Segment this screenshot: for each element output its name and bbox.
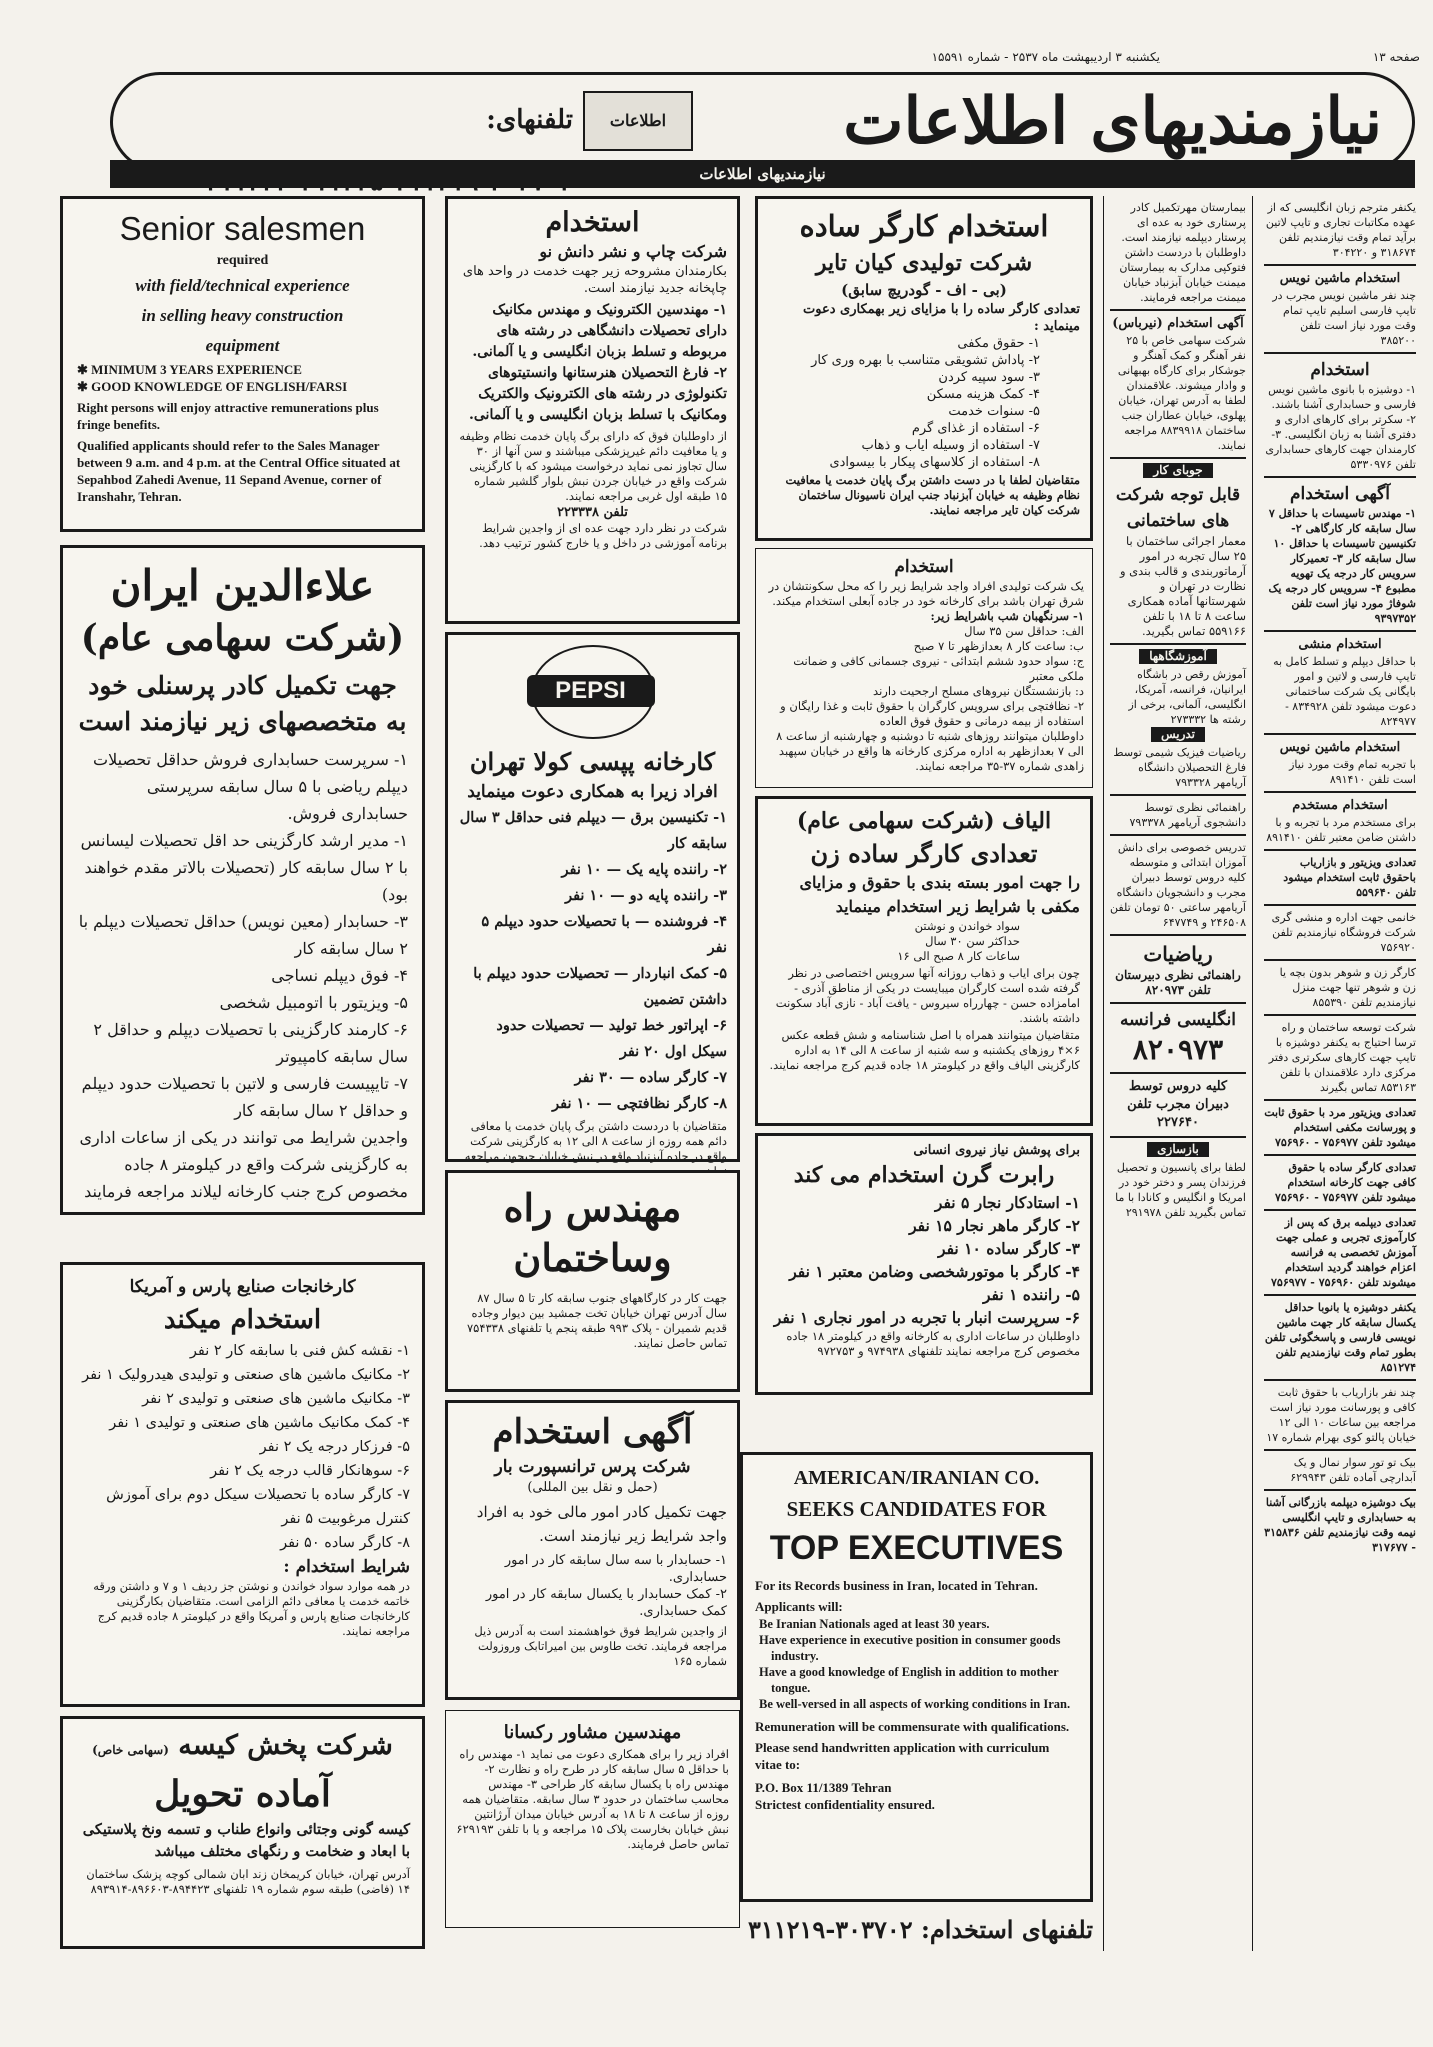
senior-required: required [216,253,269,268]
bag-title: شرکت پخش کیسه [178,1730,393,1761]
pars-item: ۵- فرزکار درجه یک ۲ نفر [259,1439,410,1455]
right-ad-8: تعدادی ویزیتور و بازاریاب باحقوق ثابت استخدام میشود تلفن ۵۵۹۶۴۰ [1283,856,1416,899]
factory-item5: د: بازنشستگان نیروهای مسلح ارجحیت دارند [873,684,1084,698]
keyan-intro: تعدادی کارگر ساده را با مزایای زیر بهمکاری دعوت مینماید : [803,302,1080,334]
pepsi-item: ۸- کارگر نظافتچی — ۱۰ نفر [552,1095,727,1112]
roxana-body: افراد زیر را برای همکاری دعوت می نماید ۱- مهندس راه با حداقل ۵ سال سابقه کار در طرح راه و نظارت ۲- مهندس راه با یکسال سابقه کار طراحی ۳- مهندس محاسب ساختمان در حدود ۳ سال سابقه. متقاضیان همه روزه از ساعت ۸ تا ۱۸ به آدرس خیابان میدان آرژانتین نبش خیابان بخارست پلاک ۱۵ مراجعه و یا با تلفن ۶۲۹۱۹۳ تماس حاصل فرمایند. [456,1747,729,1851]
robert-item: ۴- کارگر با موتورشخصی وضامن معتبر ۱ نفر [789,1262,1080,1281]
footer-phones: تلفنهای استخدام: ۳۰۳۷۰۲-۳۱۱۲۱۹ [747,1915,1093,1944]
pars-transport-ad [445,1400,740,1700]
senior-bullet1: ✱ MINIMUM 3 YEARS EXPERIENCE [77,362,302,377]
masthead-phones: تلفنهای: [486,105,573,135]
factory-body: یک شرکت تولیدی افراد واجد شرایط زیر را که محل سکونتشان در شرق تهران باشد برای کارخانه خود در جاده آبعلی استخدام میکند. [768,579,1084,608]
pepsi-item: ۶- اپراتور خط تولید — تحصیلات حدود سیکل اول ۲۰ نفر [496,1017,727,1060]
aladdin-footer: واجدین شرایط می توانند در یکی از ساعات اداری به کارگزینی شرکت واقع در کیلومتر ۸ جاده مخصوص کرج جنب کارخانه لیلاند مراجعه فرمایند [79,1128,408,1201]
aladdin-item: ۶- کارمند کارگزینی با تحصیلات دیپلم و حداقل ۲ سال سابقه کامپیوتر [93,1020,408,1066]
pepsi-item: ۲- راننده پایه یک — ۱۰ نفر [561,861,727,878]
american-para5: P.O. Box 11/1389 Tehran [755,1780,892,1795]
keyan-item: ۵- سنوات خدمت [948,404,1040,419]
aladdin-item: ۷- تایپیست فارسی و لاتین با تحصیلات حدود دیپلم و حداقل ۲ سال سابقه کار [81,1074,408,1120]
alyaf-title: الیاف (شرکت سهامی عام) [796,808,1052,834]
pepsi-title: کارخانه پپسی کولا تهران [469,747,716,776]
american-iranian-ad [740,1452,1093,1902]
mid-ad-5: ریاضیات فیزیک شیمی توسط فارغ التحصیلان دانشگاه آریامهر ۷۹۳۳۲۸ [1113,746,1246,789]
pars-item: ۶- سوهانکار قالب درجه یک ۲ نفر [210,1463,410,1479]
right-ad-9: خانمی جهت اداره و منشی گری شرکت فروشگاه نیازمندیم تلفن ۷۵۶۹۲۰ [1271,911,1416,954]
right-ad-4-title: آگهی استخدام [1290,484,1390,504]
pepsi-item: ۵- کمک انباردار — تحصیلات حدود دیپلم با داشتن تضمین [473,965,727,1008]
keyan-item: ۴- کمک هزینه مسکن [926,387,1040,402]
factory-item1: ۱- سرنگهبان شب باشرایط زیر: [930,609,1084,623]
american-para1: For its Records business in Iran, located in Tehran. [755,1578,1038,1593]
american-bullet1: Be Iranian Nationals aged at least 30 years. [759,1617,990,1631]
right-ad-11: شرکت توسعه ساختمان و راه ترسا احتیاج به یکنفر دوشیزه با تایپ جهت کارهای سکرتری دفتر مرکزی دارد علاقمندان با تلفن ۸۵۳۱۶۳ تماس بگیرند [1268,1021,1416,1094]
aladdin-heading2: به متخصصهای زیر نیازمند است [78,707,407,736]
trans-company: شرکت پرس ترانسپورت بار [494,1457,691,1477]
alyaf-item2: حداکثر سن ۳۰ سال [925,934,1020,948]
american-line1: AMERICAN/IRANIAN CO. [793,1467,1040,1489]
issue-date: یکشنبه ۳ اردیبهشت ماه ۲۵۳۷ - شماره ۱۵۵۹۱ [931,50,1160,64]
mid-ad-8-title: ریاضیات [1143,942,1213,966]
chap-body: از داوطلبان فوق که دارای برگ پایان خدمت نظام وظیفه و یا معافیت دائم غیرپزشکی میباشند و سن آنها از ۳۰ سال تجاوز نمی نماید درخواست میشود که با کارگزینی شرکت واقع در خیابان جردن نبش بلوار گلشیر شماره ۱۵ طبقه اول غربی مراجعه نمایند. [459,429,727,503]
right-ad-6-title: استخدام ماشین نویس [1279,740,1401,755]
factory-guard-ad [755,548,1093,788]
pepsi-logo [531,645,655,739]
pepsi-footer: متقاضیان با دردست داشتن برگ پایان خدمت یا معافی دائم همه روزه از ساعت ۸ الی ۱۲ به کارگزینی شرکت واقع در جاده آبزنباد واقع در نبش خیابان جیحون مراجعه [464,1119,727,1163]
page-number: صفحه ۱۳ [1372,50,1420,64]
pars-america-ad [60,1262,425,1707]
chap-company: شرکت چاپ و نشر دانش نو [539,242,727,261]
jobs-section-tag: جوبای کار [1143,463,1212,478]
pepsi-item: ۱- تکنیسین برق — دیپلم فنی حداقل ۳ سال سابقه کار [459,809,727,852]
keyan-item: ۲- پاداش تشویقی متناسب با بهره وری کار [811,353,1040,368]
keyan-item: ۳- سود سپیه کردن [938,370,1040,385]
keyan-subtitle: (بی - اف - گودریچ سابق) [841,281,1007,299]
mid-ad-2-title: آگهی استخدام (نیرباس) [1112,316,1244,331]
mid-ad-8-body: راهنمائی نظری دبیرستان تلفن ۸۲۰۹۷۳ [1115,968,1241,997]
right-ad-7-title: استخدام مستخدم [1292,798,1388,813]
road-body: جهت کار در کارگاههای جنوب سابقه کار تا ۵ سال ۸۷ سال آدرس تهران خیابان تخت جمشید بین دیوار وجاده قدیم شمیران - پلاک ۹۹۳ طبقه پنجم یا تلفنهای ۷۵۴۳۳۸ تماس حاصل نمایند. [466,1291,727,1350]
right-ad-14: تعدادی دیپلمه برق که پس از کارآموزی تجربی و عملی جهت آموزش تخصصی به فرانسه اعزام خواهند گردید استخدام میشوند تلفن ۷۵۶۹۶۰ - ۷۵۶۹۷۷ [1271,1216,1416,1289]
right-ad-3-body: ۱- دوشیزه با بانوی ماشین نویس فارسی و حسابداری آشنا باشند. ۲- سکرتر برای کارهای اداری و دفتری آشنا به زبان انگلیسی. ۳- کارمندان جهت کارهای حسابداری تلفن ۵۳۳۰۹۷۶ [1265,383,1416,471]
right-ad-10: کارگر زن و شوهر بدون بچه یا زن و شوهر تنها جهت منزل نیازمندیم تلفن ۸۵۵۳۹۰ [1279,966,1416,1009]
pepsi-item: ۴- فروشنده — با تحصیلات حدود دیپلم ۵ نفر [481,913,727,956]
robert-pre: برای پوشش نیاز نیروی انسانی [913,1143,1080,1158]
right-ad-6-body: با تجربه تمام وقت مورد نیاز است تلفن ۸۹۱۴۱۰ [1289,758,1416,786]
road-engineer-ad [445,1170,740,1392]
aladdin-item: ۳- حسابدار (معین نویس) حداقل تحصیلات دیپلم با ۲ سال سابقه کار [78,912,408,958]
american-bullet2: Have experience in executive position in consumer goods industry. [759,1633,1061,1663]
reconstruction-section-tag: بازسازی [1147,1142,1209,1157]
senior-salesmen-ad [60,196,425,532]
bag-company-ad [60,1716,425,1949]
aladdin-ad [60,545,425,1215]
pars-item: ۷- کارگر ساده با تحصیلات سیکل دوم برای آموزش کنترل مرغوبیت ۵ نفر [106,1487,410,1527]
right-ad-4-body: ۱- مهندس تاسیسات با حداقل ۷ سال سابقه کار کارگاهی ۲- تکنیسین تاسیسات با حداقل ۱۰ سال سابقه کار ۳- تعمیرکار سرویس کار درجه یک تهویه مطبوع ۴- سرویس کار درجه یک شوفاژ مورد نیاز است تلفن ۹۳۹۷۳۵۲ [1268,507,1416,625]
bag-heading: آماده تحویل [154,1773,331,1815]
mid-ad-1: بیمارستان مهرتکمیل کادر پرستاری خود به عده ای پرستار دیپلمه نیازمند است. داوطلبان با دردست داشتن فتوکپی مدارک به بیمارستان میمنت خیابان آبزنباد خیابان میمنت مراجعه فرمایند. [1119,201,1246,304]
alyaf-heading2: را جهت امور بسته بندی با حقوق و مزایای مکفی با شرایط زیر استخدام مینماید [799,873,1080,916]
right-ad-17: بیک تو تور سوار نمال و یک آبدارچی آماده تلفن ۶۲۹۹۴۳ [1290,1456,1416,1484]
keyan-item: ۸- استفاده از کلاسهای پیکار با بیسوادی [829,455,1040,470]
american-para3: Remuneration will be commensurate with qualifications. [755,1719,1070,1734]
right-ad-3-title: استخدام [1310,360,1370,380]
pepsi-logo-text: PEPSI [527,675,655,707]
aladdin-item: ۱- مدیر ارشد کارگزینی حد اقل تحصیلات لیسانس با ۲ سال سابقه کار (تحصیلات بالاتر مقدم خواهند بود) [80,831,408,904]
aladdin-subtitle: (شرکت سهامی عام) [80,617,405,659]
right-ad-1: یکنفر مترجم زبان انگلیسی که از عهده مکاتبات تجاری و تایپ لاتین برآید تمام وقت نیازمندیم تلفن ۳۱۸۶۷۴ و ۳۰۴۲۲۰ [1265,201,1416,259]
american-bullet3: Have a good knowledge of English in addition to mother tongue. [759,1665,1059,1695]
pepsi-ad [445,632,740,1162]
masthead-title: نیازمندیهای اطلاعات [843,84,1382,159]
pars-conditions-title: شرایط استخدام : [283,1557,410,1577]
chap-intro: بکارمندان مشروحه زیر جهت خدمت در واحد های چاپخانه جدید نیازمند است. [462,264,727,296]
senior-title: Senior salesmen [119,210,366,247]
american-para2: Applicants will: [755,1599,843,1614]
newspaper-logo: اطلاعات [583,91,693,151]
mid-ad-9-title: انگلیسی فرانسه [1119,1010,1237,1030]
senior-para2: Qualified applicants should refer to the Sales Manager between 9 a.m. and 4 p.m. at the Central Office situated at Sepahbod Zahedi Avenue, 11 Sepand Avenue, corner of Iranshahr, Tehran. [77,438,401,504]
american-para4: Please send handwritten application with curriculum vitae to: [755,1740,1050,1772]
trans-title: آگهی استخدام [492,1412,693,1452]
trans-item2: ۲- کمک حسابدار با یکسال سابقه کار در امور کمک حسابداری. [485,1587,727,1619]
right-ad-12: تعدادی ویزیتور مرد با حقوق ثابت و پورسانت مکفی استخدام میشود تلفن ۷۵۶۹۷۷ - ۷۵۶۹۶۰ [1264,1106,1416,1149]
robert-green-ad [755,1133,1093,1395]
classified-column-right [1260,196,1420,1951]
senior-line1: with field/technical experience [135,276,350,295]
keyan-item: ۱- حقوق مکفی [957,336,1040,351]
alyaf-heading: تعدادی کارگر ساده زن [810,839,1038,868]
trans-body: جهت تکمیل کادر امور مالی خود به افراد واجد شرایط زیر نیازمند است. [476,1503,727,1545]
teaching-section-tag: تدریس [1151,727,1205,742]
pars-heading: استخدام میکند [163,1305,322,1335]
robert-footer: داوطلبان در ساعات اداری به کارخانه واقع در کیلومتر ۱۸ جاده مخصوص کرج مراجعه نمایند تلفنهای ۹۷۴۹۳۸ و ۹۷۲۷۵۳ [786,1329,1080,1358]
keyan-footer: متقاضیان لطفا با در دست داشتن برگ پایان خدمت یا معافیت نظام وظیفه به خیابان آبزنباد جنب ایران ناسیونال ساختمان شرکت کیان تایر مراجعه نمایند. [785,473,1080,517]
senior-para1: Right persons will enjoy attractive remunerations plus fringe benefits. [77,400,379,432]
pars-conditions: در همه موارد سواد خواندن و نوشتن جز ردیف ۱ و ۷ و داشتن ورقه خاتمه خدمت یا معافی دائم الزامی است. متقاضیان بکارگزینی کارخانجات صنایع پارس و آمریکا واقع در کیلومتر ۸ جاده قدیم کرج مراجعه نمایند. [93,1579,410,1638]
alyaf-body: چون برای ایاب و ذهاب روزانه آنها سرویس اختصاصی در نظر گرفته شده است کارگران میبایست در یکی از مناطق آذری - امامزاده حسن - چهارراه سیروس - یافت آباد - نازی آباد سکونت داشته باشند. [775,966,1080,1025]
aladdin-item: ۴- فوق دیپلم نساجی [271,966,408,985]
pepsi-subtitle: افراد زیرا به همکاری دعوت مینماید [467,782,718,802]
american-para6: Strictest confidentiality ensured. [755,1797,935,1812]
trans-item1: ۱- حسابدار با سه سال سابقه کار در امور حسابداری. [504,1553,727,1585]
robert-item: ۳- کارگر ساده ۱۰ نفر [938,1239,1080,1258]
american-line2: SEEKS CANDIDATES FOR [786,1497,1047,1521]
keyan-item: ۶- استفاده از غذای گرم [911,421,1040,436]
senior-line2: in selling heavy construction [141,306,344,325]
trans-subtitle: (حمل و نقل بین المللی) [527,1480,658,1495]
right-ad-2-title: استخدام ماشین نویس [1279,271,1401,286]
aladdin-title: علاءالدین ایران [110,561,375,610]
senior-line3: equipment [205,336,280,355]
keyan-item: ۷- استفاده از وسیله ایاب و ذهاب [861,438,1040,453]
banner-strip: نیازمندیهای اطلاعات [110,160,1415,188]
road-title: مهندس راه وساختمان [503,1185,682,1280]
right-ad-7-body: برای مستخدم مرد با تجربه و با داشتن ضامن معتبر تلفن ۸۹۱۴۱۰ [1266,816,1416,844]
mid-ad-6: راهنمائی نظری توسط دانشجوی آریامهر ۷۹۳۳۷۸ [1129,801,1246,829]
pars-item: ۸- کارگر ساده ۵۰ نفر [280,1535,410,1551]
robert-item: ۶- سرپرست انبار با تجربه در امور نجاری ۱ نفر [773,1308,1080,1327]
chap-title: استخدام [545,207,640,238]
robert-item: ۱- استادکار نجار ۵ نفر [934,1193,1080,1212]
robert-item: ۵- راننده ۱ نفر [982,1285,1080,1304]
pars-item: ۳- مکانیک ماشین های صنعتی و تولیدی ۲ نفر [142,1391,410,1407]
roxana-title: مهندسین مشاور رکسانا [503,1722,682,1743]
alyaf-item1: سواد خواندن و نوشتن [914,919,1020,933]
keyan-tire-ad [755,196,1093,541]
aladdin-item: ۱- سرپرست حسابداری فروش حداقل تحصیلات دیپلم ریاضی با ۵ سال سابقه سرپرستی حسابداری فروش. [93,750,408,823]
factory-item4: ج: سواد حدود ششم ابتدائی - نیروی جسمانی کافی و ضمانت ملکی معتبر [793,654,1084,683]
factory-footer: داوطلبان میتوانند روزهای شنبه تا دوشنبه و چهارشنبه از ساعت ۸ الی ۷ بعدازظهر به اداره مرکزی کارخانه ها واقع در خیابان سپهبد زاهدی شماره ۳۷-۳۵ مراجعه نمایند. [776,729,1084,773]
pars-title: کارخانجات صنایع پارس و آمریکا [129,1277,356,1297]
right-ad-2-body: چند نفر ماشین نویس مجرب در تایپ فارسی اسلیم تایپ تمام وقت مورد نیاز است تلفن ۳۸۵۲۰۰ [1272,289,1416,347]
robert-item: ۲- کارگر ماهر نجار ۱۵ نفر [909,1216,1080,1235]
mid-ad-3-body: معمار اجرائی ساختمان با ۲۵ سال تجربه در امور آرماتوربندی و قالب بندی و نظارت در تهران و شهرستانها آماده همکاری ساعت ۸ تا ۱۸ با تلفن ۵۵۹۱۶۶ تماس بگیرید. [1119,534,1246,638]
robert-title: رابرت گرن استخدام می کند [793,1162,1055,1188]
factory-item2: الف: حداقل سن ۳۵ سال [964,624,1084,638]
mid-ad-10: کلیه دروس توسط دبیران مجرب تلفن ۲۲۷۶۴۰ [1127,1079,1229,1130]
alyaf-item3: ساعات کار ۸ صبح الی ۱۶ [897,949,1020,963]
bag-body: کیسه گونی وجتائی وانواع طناب و تسمه ونخ پلاستیکی با ابعاد و ضخامت و رنگهای مختلف میباشد [82,1821,410,1860]
american-bullet4: Be well-versed in all aspects of working conditions in Iran. [759,1697,1071,1711]
chap-note: شرکت در نظر دارد جهت عده ای از واجدین شرایط برنامه آموزشی در داخل و یا خارج کشور ترتیب دهد. [479,521,727,550]
keyan-title: استخدام کارگر ساده [799,209,1049,243]
pepsi-item: ۷- کارگر ساده — ۳۰ نفر [574,1069,727,1086]
american-line3: TOP EXECUTIVES [769,1529,1064,1567]
right-ad-5-body: با حداقل دیپلم و تسلط کامل به تایپ فارسی و لاتین و امور بایگانی یک شرکت ساختمانی دعوت میشود تلفن ۸۳۴۹۲۸ - ۸۲۴۹۷۷ [1273,655,1416,728]
schools-section-tag: آموزشگاهها [1139,649,1217,664]
chap-item1: ۱- مهندسین الکترونیک و مهندس مکانیک دارای تحصیلات دانشگاهی در رشته های مربوطه و تسلط بزبان انگلیسی و یا آلمانی. [472,302,727,360]
aladdin-heading1: جهت تکمیل کادر پرسنلی خود [88,671,397,700]
masthead-frame [110,72,1415,172]
right-ad-18: بیک دوشیزه دیپلمه بازرگانی آشنا به حسابداری و تایپ انگلیسی نیمه وقت نیازمندیم تلفن ۳۱۵۸۳۶ - ۳۱۷۶۷۷ [1264,1496,1416,1554]
mid-ad-7: تدریس خصوصی برای دانش آموزان ابتدائی و متوسطه کلیه دروس توسط دبیران مجرب و دانشجویان دانشگاه آریامهر ساعتی ۵۰ تومان تلفن ۲۴۶۵۰۸ و ۶۴۷۷۴۹ [1110,841,1246,929]
chap-nashr-ad [445,196,740,624]
factory-title: استخدام [894,557,954,577]
senior-bullet2: ✱ GOOD KNOWLEDGE OF ENGLISH/FARSI [77,379,348,394]
right-ad-16: چند نفر بازاریاب با حقوق ثابت کافی و پورسانت مورد نیاز است مراجعه بین ساعات ۱۰ الی ۱۲ خیابان پالتو کوی بهرام شماره ۱۷ [1266,1386,1416,1444]
right-ad-5-title: استخدام منشی [1298,637,1382,652]
bag-subtitle: (سهامی خاص) [92,1743,169,1757]
classified-column-mid [1103,196,1253,1951]
mid-ad-3-title: قابل توجه شرکت های ساختمانی [1115,485,1241,531]
pars-item: ۲- مکانیک ماشین های صنعتی و تولیدی هیدرولیک ۱ نفر [82,1367,410,1383]
pars-item: ۴- کمک مکانیک ماشین های صنعتی و تولیدی ۱ نفر [109,1415,410,1431]
pars-item: ۱- نقشه کش فنی با سابقه کار ۲ نفر [189,1343,410,1359]
factory-item3: ب: ساعت کار ۸ بعدازظهر تا ۷ صبح [913,639,1084,653]
alyaf-ad [755,796,1093,1126]
factory-item6: ۲- نظافتچی برای سرویس کارگران با حقوق ثابت و غذا رایگان و استفاده از بیمه درمانی و حقوق فوق العاده [780,699,1084,728]
right-ad-15: یکنفر دوشیزه یا بانوبا حداقل یکسال سابقه کار جهت ماشین نویسی فارسی و پاسخگوئی تلفن بطور تمام وقت نیازمندیم تلفن ۸۵۱۲۷۴ [1264,1301,1416,1374]
mid-ad-9-phone: ۸۲۰۹۷۳ [1132,1033,1224,1066]
roxana-ad [445,1710,740,1928]
trans-footer: از واجدین شرایط فوق خواهشمند است به آدرس ذیل مراجعه فرمایند. تخت طاوس بین امیراتابک وروزولت شماره ۱۶۵ [474,1624,727,1668]
mid-ad-2-body: شرکت سهامی خاص با ۲۵ نفر آهنگر و کمک آهنگر و جوشکار برای کارگاه بهبهانی و وادار میشوند. علاقمندان لطفا به آدرس تهران، خیابان پهلوی، خیابان عطاران جنب ساختمان ۸۸۳۹۹۱۸ مراجعه نمایند. [1117,334,1246,452]
bag-address: آدرس تهران، خیابان کریمخان زند ابان شمالی کوچه پزشک ساختمان ۱۴ (فاضی) طبقه سوم شماره ۱۹ تلفنهای ۸۹۴۴۲۳-۸۹۶۶۰۳-۸۹۳۹۱۴ [86,1867,410,1896]
chap-item2: ۲- فارغ التحصیلان هنرستانها وانستیتوهای تکنولوژی در رشته های الکترونیک والکتریک ومکانیک با تسلط بزبان انگلیسی و یا آلمانی. [469,365,727,423]
chap-phone: تلفن ۲۲۳۳۳۸ [557,505,628,520]
alyaf-footer: متقاضیان میتوانند همراه با اصل شناسنامه و شش قطعه عکس ۶×۴ روزهای یکشنبه و سه شنبه از ساعت ۸ الی ۱۴ به اداره کارگزینی الیاف واقع در کیلومتر ۱۸ جاده قدیم کرج مراجعه نمایند. [769,1028,1080,1072]
mid-ad-11: لطفا برای پانسیون و تحصیل فرزندان پسر و دختر خود در امریکا و انگلیس و کانادا با ما تماس بگیرید تلفن ۲۹۱۹۷۸ [1115,1161,1246,1219]
pepsi-item: ۳- راننده پایه دو — ۱۰ نفر [565,887,727,904]
keyan-company: شرکت تولیدی کیان تایر [815,250,1033,276]
mid-ad-4: آموزش رقص در باشگاه ایرانیان، فرانسه، آمریکا، انگلیسی، آلمانی، برخی از رشته ها ۲۷۳۳۳۲ [1128,668,1246,726]
right-ad-13: تعدادی کارگر ساده با حقوق کافی جهت کارخانه استخدام میشود تلفن ۷۵۶۹۷۷ - ۷۵۶۹۶۰ [1274,1161,1416,1204]
aladdin-item: ۵- ویزیتور با اتومبیل شخصی [219,993,408,1012]
